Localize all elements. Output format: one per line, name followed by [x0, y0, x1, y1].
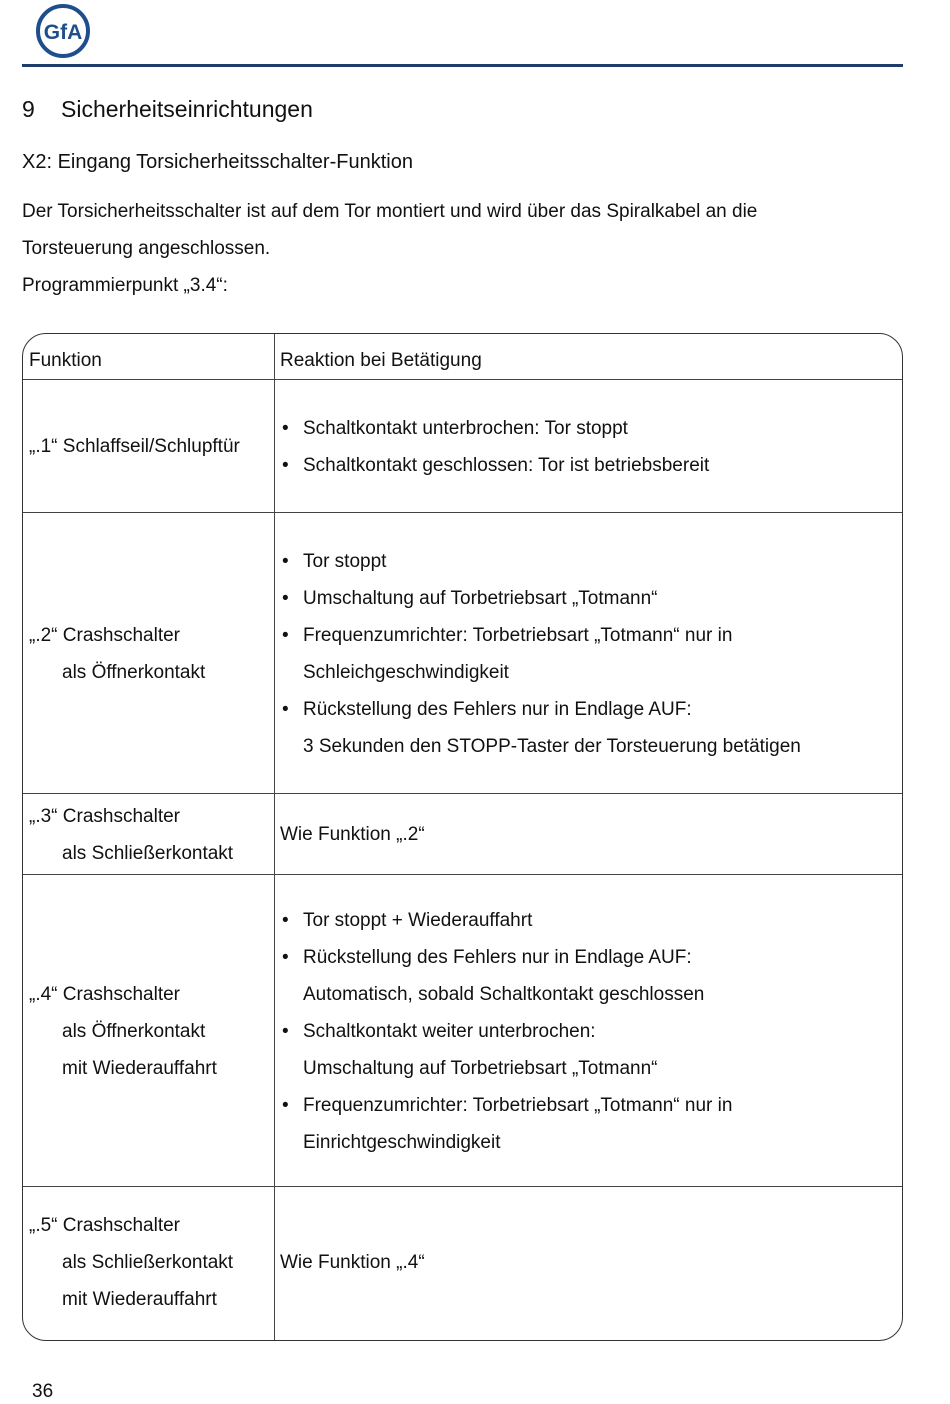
function-label: als Öffnerkontakt	[62, 1021, 206, 1042]
table-row-1-reaction	[280, 410, 890, 484]
list-item: • Umschaltung auf Torbetriebsart „Totmann“	[280, 580, 890, 617]
list-item: • Schaltkontakt geschlossen: Tor ist betriebsbereit	[280, 447, 890, 484]
list-item-continuation: Umschaltung auf Torbetriebsart „Totmann“	[303, 1058, 658, 1079]
column-divider	[274, 334, 275, 1340]
section-heading	[22, 92, 313, 126]
section-title: Sicherheitseinrichtungen	[61, 96, 313, 122]
list-item-continuation: Einrichtgeschwindigkeit	[303, 1132, 501, 1153]
table-header-function: Funktion	[29, 350, 102, 371]
table-row-1-function	[29, 428, 240, 465]
gfa-logo	[34, 4, 92, 58]
intro-text	[22, 193, 902, 304]
table-header-reaction: Reaktion bei Betätigung	[280, 350, 482, 371]
logo-lettering: GfA	[43, 21, 83, 44]
row-divider	[23, 1186, 902, 1187]
subheading: X2: Eingang Torsicherheitsschalter-Funktion	[22, 151, 413, 173]
row-divider	[23, 874, 902, 875]
intro-line: Programmierpunkt „3.4“:	[22, 275, 228, 296]
function-label: mit Wiederauffahrt	[62, 1289, 217, 1310]
list-item-continuation: 3 Sekunden den STOPP-Taster der Torsteuerung betätigen	[303, 736, 801, 757]
list-item: • Schaltkontakt weiter unterbrochen:	[280, 1013, 890, 1050]
row-divider	[23, 512, 902, 513]
function-label: „.2“ Crashschalter	[29, 625, 180, 646]
table-row-4-function	[29, 976, 217, 1087]
intro-line: Torsteuerung angeschlossen.	[22, 238, 271, 259]
list-item: • Tor stoppt	[280, 543, 890, 580]
table-row-5-function	[29, 1207, 233, 1318]
function-label: „.3“ Crashschalter	[29, 806, 180, 827]
table-row-5-reaction: Wie Funktion „.4“	[280, 1252, 425, 1273]
list-item: • Frequenzumrichter: Torbetriebsart „Totmann“ nur in	[280, 1087, 890, 1124]
table-row-2-reaction	[280, 543, 890, 765]
intro-line: Der Torsicherheitsschalter ist auf dem Tor montiert und wird über das Spiralkabel an die	[22, 201, 758, 222]
list-item: • Tor stoppt + Wiederauffahrt	[280, 902, 890, 939]
list-item: • Rückstellung des Fehlers nur in Endlage AUF:	[280, 691, 890, 728]
list-item-continuation: Schleichgeschwindigkeit	[303, 662, 509, 683]
row-divider	[23, 379, 902, 380]
function-label: „.5“ Crashschalter	[29, 1215, 180, 1236]
header-rule	[22, 64, 903, 67]
table-row-3-reaction: Wie Funktion „.2“	[280, 824, 425, 845]
table-row-3-function	[29, 798, 233, 872]
list-item: • Schaltkontakt unterbrochen: Tor stoppt	[280, 410, 890, 447]
function-table	[22, 333, 903, 1341]
list-item-continuation: Automatisch, sobald Schaltkontakt geschlossen	[303, 984, 705, 1005]
function-label: mit Wiederauffahrt	[62, 1058, 217, 1079]
section-number: 9	[22, 96, 35, 122]
function-label: als Schließerkontakt	[62, 1252, 234, 1273]
table-row-2-function	[29, 617, 205, 691]
page-number: 36	[32, 1381, 54, 1402]
function-label: als Schließerkontakt	[62, 843, 234, 864]
function-label: „.4“ Crashschalter	[29, 984, 180, 1005]
table-row-4-reaction	[280, 902, 890, 1161]
row-divider	[23, 793, 902, 794]
list-item: • Frequenzumrichter: Torbetriebsart „Totmann“ nur in	[280, 617, 890, 654]
function-label: als Öffnerkontakt	[62, 662, 206, 683]
list-item: • Rückstellung des Fehlers nur in Endlage AUF:	[280, 939, 890, 976]
function-label: „.1“ Schlaffseil/Schlupftür	[29, 436, 240, 457]
